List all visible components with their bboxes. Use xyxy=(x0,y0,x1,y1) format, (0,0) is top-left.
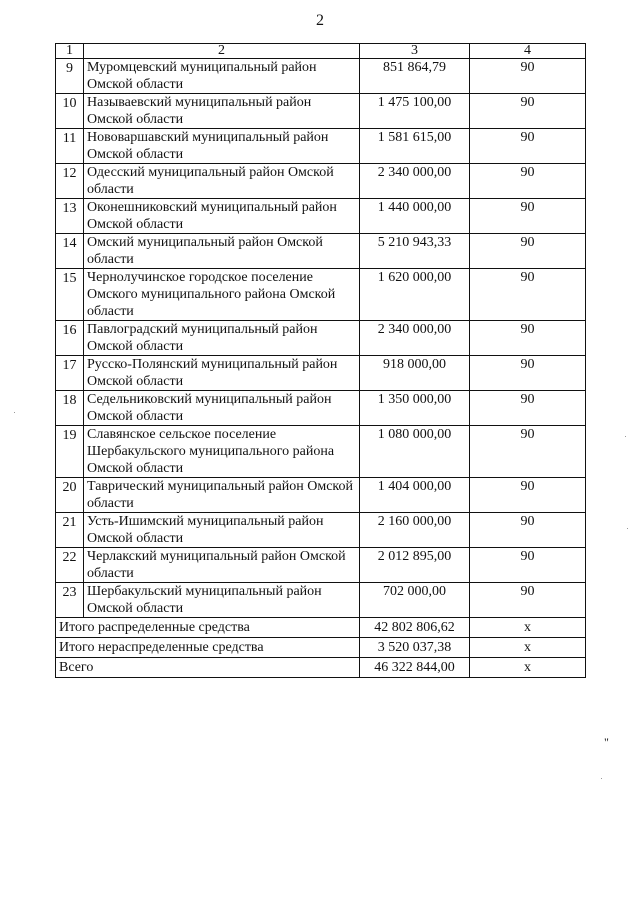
header-col-4: 4 xyxy=(470,44,586,59)
municipality-name: Муромцевский муниципальный район Омской области xyxy=(84,59,360,94)
amount: 1 620 000,00 xyxy=(360,269,470,321)
table-row xyxy=(56,356,586,391)
table-header-row xyxy=(56,44,586,59)
allocation-table xyxy=(55,43,586,678)
row-number: 15 xyxy=(56,269,84,321)
row-number: 19 xyxy=(56,426,84,478)
municipality-name: Седельниковский муниципальный район Омской области xyxy=(84,391,360,426)
percent: 90 xyxy=(470,548,586,583)
row-number: 12 xyxy=(56,164,84,199)
municipality-name: Черлакский муниципальный район Омской области xyxy=(84,548,360,583)
municipality-name: Чернолучинское городское поселение Омского муниципального района Омской области xyxy=(84,269,360,321)
municipality-name: Омский муниципальный район Омской области xyxy=(84,234,360,269)
percent: 90 xyxy=(470,234,586,269)
amount: 1 475 100,00 xyxy=(360,94,470,129)
row-number: 21 xyxy=(56,513,84,548)
table-row xyxy=(56,391,586,426)
header-col-1: 1 xyxy=(56,44,84,59)
amount: 2 340 000,00 xyxy=(360,164,470,199)
table-row xyxy=(56,94,586,129)
table-row xyxy=(56,234,586,269)
amount: 1 440 000,00 xyxy=(360,199,470,234)
table-row xyxy=(56,478,586,513)
percent: 90 xyxy=(470,583,586,618)
table-row xyxy=(56,129,586,164)
table-row xyxy=(56,164,586,199)
closing-quote: " xyxy=(604,735,609,749)
table-row xyxy=(56,269,586,321)
amount: 1 581 615,00 xyxy=(360,129,470,164)
row-number: 10 xyxy=(56,94,84,129)
scan-speck xyxy=(627,528,628,529)
table-row xyxy=(56,321,586,356)
header-col-2: 2 xyxy=(84,44,360,59)
scan-speck xyxy=(601,778,602,779)
percent: 90 xyxy=(470,94,586,129)
table-row xyxy=(56,513,586,548)
row-number: 20 xyxy=(56,478,84,513)
row-number: 16 xyxy=(56,321,84,356)
municipality-name: Славянское сельское поселение Шербакульского муниципального района Омской области xyxy=(84,426,360,478)
amount: 2 012 895,00 xyxy=(360,548,470,583)
row-number: 9 xyxy=(56,59,84,94)
amount: 1 404 000,00 xyxy=(360,478,470,513)
amount: 2 340 000,00 xyxy=(360,321,470,356)
table-row xyxy=(56,426,586,478)
amount: 851 864,79 xyxy=(360,59,470,94)
scan-speck xyxy=(14,412,15,413)
table-row xyxy=(56,548,586,583)
municipality-name: Русско-Полянский муниципальный район Омской области xyxy=(84,356,360,391)
percent: 90 xyxy=(470,59,586,94)
page-number: 2 xyxy=(316,12,324,29)
amount: 918 000,00 xyxy=(360,356,470,391)
total-mark: x xyxy=(470,618,586,638)
municipality-name: Таврический муниципальный район Омской области xyxy=(84,478,360,513)
total-amount: 46 322 844,00 xyxy=(360,658,470,678)
row-number: 18 xyxy=(56,391,84,426)
total-mark: x xyxy=(470,658,586,678)
percent: 90 xyxy=(470,478,586,513)
header-col-3: 3 xyxy=(360,44,470,59)
row-number: 11 xyxy=(56,129,84,164)
municipality-name: Павлоградский муниципальный район Омской области xyxy=(84,321,360,356)
percent: 90 xyxy=(470,129,586,164)
percent: 90 xyxy=(470,321,586,356)
table-row xyxy=(56,583,586,618)
amount: 1 350 000,00 xyxy=(360,391,470,426)
percent: 90 xyxy=(470,269,586,321)
percent: 90 xyxy=(470,356,586,391)
row-number: 22 xyxy=(56,548,84,583)
total-label: Итого распределенные средства xyxy=(56,618,360,638)
table-row xyxy=(56,59,586,94)
total-amount: 3 520 037,38 xyxy=(360,638,470,658)
municipality-name: Усть-Ишимский муниципальный район Омской области xyxy=(84,513,360,548)
municipality-name: Шербакульский муниципальный район Омской области xyxy=(84,583,360,618)
municipality-name: Оконешниковский муниципальный район Омской области xyxy=(84,199,360,234)
table-row xyxy=(56,199,586,234)
percent: 90 xyxy=(470,426,586,478)
total-row-grand xyxy=(56,658,586,678)
row-number: 13 xyxy=(56,199,84,234)
total-amount: 42 802 806,62 xyxy=(360,618,470,638)
total-mark: x xyxy=(470,638,586,658)
amount: 702 000,00 xyxy=(360,583,470,618)
total-row-undistributed xyxy=(56,638,586,658)
row-number: 23 xyxy=(56,583,84,618)
amount: 5 210 943,33 xyxy=(360,234,470,269)
scan-speck xyxy=(625,436,626,437)
amount: 2 160 000,00 xyxy=(360,513,470,548)
total-label: Итого нераспределенные средства xyxy=(56,638,360,658)
percent: 90 xyxy=(470,164,586,199)
amount: 1 080 000,00 xyxy=(360,426,470,478)
percent: 90 xyxy=(470,391,586,426)
percent: 90 xyxy=(470,513,586,548)
total-label: Всего xyxy=(56,658,360,678)
total-row-distributed xyxy=(56,618,586,638)
percent: 90 xyxy=(470,199,586,234)
row-number: 17 xyxy=(56,356,84,391)
municipality-name: Называевский муниципальный район Омской области xyxy=(84,94,360,129)
municipality-name: Одесский муниципальный район Омской области xyxy=(84,164,360,199)
municipality-name: Нововаршавский муниципальный район Омской области xyxy=(84,129,360,164)
row-number: 14 xyxy=(56,234,84,269)
